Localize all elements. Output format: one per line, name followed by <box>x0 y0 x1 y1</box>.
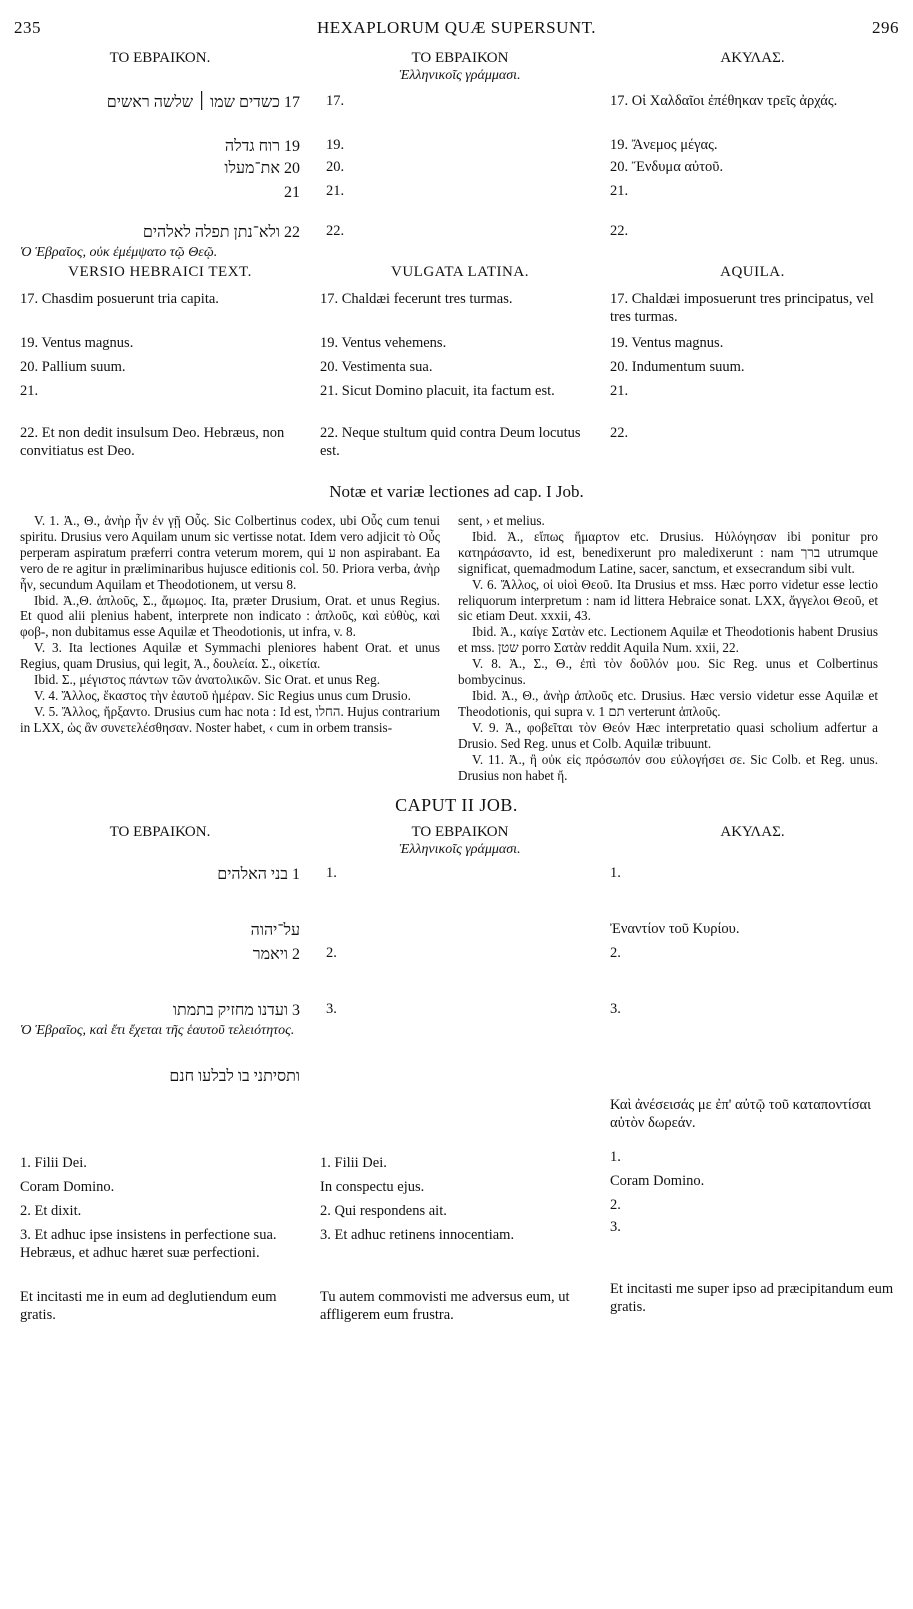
running-head <box>14 18 899 42</box>
transliteration-text: 3. <box>326 1001 337 1017</box>
transliteration-text: 1. <box>326 865 337 881</box>
latin-aquila: 2. <box>610 1197 621 1213</box>
aquila-greek-text: 22. <box>610 223 629 239</box>
hebrew-text: ותסיתני בו לבלעו חנם <box>169 1068 300 1085</box>
hebrew-text: 3 ועדנו מחזיק בתמתו <box>172 1002 300 1019</box>
hebrew-text: 22 ולא־נתן תפלה לאלהים <box>142 224 300 241</box>
transliteration-text: 22. <box>326 223 345 239</box>
latin-aquila: 21. <box>610 383 629 399</box>
notes-block <box>20 513 895 781</box>
latin-vulgate: 20. Vestimenta sua. <box>320 359 433 375</box>
heading-transliteration <box>320 50 600 84</box>
latin-vulgate: Tu autem commovisti me adversus eum, ut affligerem eum frustra. <box>320 1289 570 1323</box>
aquila-greek-text: 21. <box>610 183 629 199</box>
note-paragraph: V. 1. Ἀ., Θ., ἀνὴρ ἦν ἐν γῇ Οὖς. Sic Colbertinus codex, ubi Οὖς cum tenui spiritu. Drusius vero Aquilam unum sic vertisse notat. Idem vero adjicit τὸ Οὖς perperam aspiratum præferri contra veterum morem, qui ע non aspirabant. Ea vero de re agitur in præliminaribus hujusce editionis col. 50. Priora verba, ἀνὴρ ἦν, secundum Aquilam et Theodotionem, ut versu 8. <box>20 513 440 592</box>
latin-aquila: 22. <box>610 425 629 441</box>
latin-vulgate: 19. Ventus vehemens. <box>320 335 447 351</box>
latin-vulgate: In conspectu ejus. <box>320 1179 425 1195</box>
note-paragraph: Ibid. Ἀ., καίγε Σατὰν etc. Lectionem Aquilæ et Theodotionis habent Drusius et mss. שטן porro Σατὰν reddit Aquila Num. xxii, 22. <box>458 624 878 656</box>
heading-transliteration-subtitle: Ἑλληνικοῖς γράμμασι. <box>399 68 521 83</box>
note-paragraph: V. 8. Ἀ., Σ., Θ., ἐπὶ τὸν δοῦλόν μου. Sic Reg. unus et Colbertinus bombycinus. <box>458 656 878 688</box>
note-paragraph: Ibid. Σ., μέγιστος πάντων τῶν ἀνατολικῶν. Sic Orat. et unus Reg. <box>34 672 380 688</box>
latin-vulgate: 22. Neque stultum quid contra Deum locutus est. <box>320 425 581 459</box>
latin-vulgate: 17. Chaldæi fecerunt tres turmas. <box>320 291 513 307</box>
transliteration-text: 21. <box>326 183 345 199</box>
latin-aquila: 3. <box>610 1219 621 1235</box>
hebrew-note: Ὁ Ἑβραῖος, οὐκ ἐμέμψατο τῷ Θεῷ. <box>20 245 218 260</box>
running-title: HEXAPLORUM QUÆ SUPERSUNT. <box>316 18 597 37</box>
heading-aquila: ΑΚΥΛΑΣ. <box>720 824 785 840</box>
heading-transliteration-subtitle: Ἑλληνικοῖς γράμμασι. <box>399 842 521 857</box>
heading-vulgata: VULGATA LATINA. <box>391 264 529 280</box>
transliteration-text: 17. <box>326 93 345 109</box>
chapter-title: CAPUT II JOB. <box>395 795 518 815</box>
latin-aquila: 1. <box>610 1149 621 1165</box>
note-paragraph: V. 3. Ita lectiones Aquilæ et Symmachi pleniores habent Orat. et unus Regius, quam Drusius, qui legit, Ἀ., δουλεία. Σ., οἰκετία. <box>20 640 440 672</box>
hebrew-text: 2 ויאמר <box>252 946 300 963</box>
note-paragraph: V. 9. Ἀ., φοβεῖται τὸν Θεόν Hæc interpretatio quasi scholium adfertur a Drusio. Sed Reg. unus et Colb. Aquilæ tribuunt. <box>458 719 878 751</box>
latin-aquila: 19. Ventus magnus. <box>610 335 724 351</box>
heading-aquila: ΑΚΥΛΑΣ. <box>720 50 785 66</box>
hebrew-text: 20 את־מעלו <box>224 160 300 177</box>
page-number-left: 235 <box>14 18 41 37</box>
latin-vulgate: 21. Sicut Domino placuit, ita factum est. <box>320 383 555 399</box>
heading-transliteration-title: ΤΟ ΕΒΡΑΙΚΟΝ <box>411 824 509 840</box>
latin-hebrew-version: 22. Et non dedit insulsum Deo. Hebræus, non convitiatus est Deo. <box>20 425 285 459</box>
note-paragraph: V. 6. Ἄλλος, οἱ υἱοὶ Θεοῦ. Ita Drusius et mss. Hæc porro videtur esse lectio reliquorum interpretum : nam id littera Hebraice sonat. LXX, ἄγγελοι Θεοῦ, et sic etiam Deut. xxxii, 43. <box>458 576 878 624</box>
hebrew-text: 17 כשדים שמו ׀ שלשה ראשים <box>106 94 300 111</box>
aquila-greek-text: 1. <box>610 865 621 881</box>
transliteration-text: 20. <box>326 159 345 175</box>
aquila-greek-text: Καὶ ἀνέσεισάς με ἐπ' αὐτῷ τοῦ καταποντίσαι αὐτὸν δωρεάν. <box>610 1097 872 1131</box>
latin-hebrew-version: 3. Et adhuc ipse insistens in perfectione sua. Hebræus, et adhuc hæret suæ perfectioni. <box>20 1227 277 1261</box>
notes-title: Notæ et variæ lectiones ad cap. I Job. <box>329 482 584 501</box>
latin-aquila: Coram Domino. <box>610 1173 705 1189</box>
latin-hebrew-version: Coram Domino. <box>20 1179 115 1195</box>
heading-aquila-latin: AQUILA. <box>720 264 785 280</box>
latin-hebrew-version: 17. Chasdim posuerunt tria capita. <box>20 291 219 307</box>
hebrew-text: 21 <box>284 184 300 201</box>
aquila-greek-text: 3. <box>610 1001 621 1017</box>
note-paragraph: V. 4. Ἄλλος, ἕκαστος τὴν ἑαυτοῦ ἡμέραν. Sic Regius unus cum Drusio. <box>34 687 411 703</box>
heading-versio-hebraici: VERSIO HEBRAICI TEXT. <box>68 264 252 280</box>
transliteration-text: 2. <box>326 945 337 961</box>
hebrew-text: על־יהוה <box>250 922 300 939</box>
latin-hebrew-version: 21. <box>20 383 39 399</box>
hebrew-cell <box>20 1000 300 1040</box>
latin-hebrew-version: Et incitasti me in eum ad deglutiendum eum gratis. <box>20 1289 277 1323</box>
aquila-greek-text: 2. <box>610 945 621 961</box>
aquila-greek-text: 17. Οἱ Χαλδαῖοι ἐπέθηκαν τρεῖς ἀρχάς. <box>610 93 838 109</box>
note-paragraph: Ibid. Ἀ., Θ., ἀνὴρ ἁπλοῦς etc. Drusius. Hæc versio videtur esse Aquilæ et Theodotionis, qui supra v. 1 תם verterunt ἁπλοῦς. <box>458 687 878 719</box>
page-number-right: 296 <box>872 18 899 37</box>
heading-transliteration <box>320 824 600 858</box>
note-paragraph: Ibid. Ἀ.,Θ. ἁπλοῦς, Σ., ἄμωμος. Ita, præter Drusium, Orat. et unus Regius. Et quod alii plenius habent, interprete non indicato : ἁπλοῦς, καὶ εὐθὺς, καὶ φοβ-, non dubitamus esse Aquilæ et Theodotionis, ut infra, v. 8. <box>20 592 440 640</box>
note-paragraph: sent, › et melius. <box>458 513 545 528</box>
heading-transliteration-title: ΤΟ ΕΒΡΑΙΚΟΝ <box>411 50 509 66</box>
latin-aquila: 20. Indumentum suum. <box>610 359 745 375</box>
heading-hebrew: ΤΟ ΕΒΡΑΙΚΟΝ. <box>109 50 211 66</box>
latin-hebrew-version: 20. Pallium suum. <box>20 359 126 375</box>
latin-hebrew-version: 1. Filii Dei. <box>20 1155 87 1171</box>
hebrew-note: Ὁ Ἑβραῖος, καὶ ἔτι ἔχεται τῆς ἑαυτοῦ τελειότητος. <box>20 1023 295 1038</box>
latin-aquila: Et incitasti me super ipso ad præcipitandum eum gratis. <box>610 1281 894 1315</box>
note-paragraph: V. 11. Ἀ., ἢ οὐκ εἰς πρόσωπόν σου εὐλογήσει σε. Sic Colb. et Reg. unus. Drusius non habet ἤ. <box>458 751 878 783</box>
aquila-greek-text: 20. Ἔνδυμα αὐτοῦ. <box>610 159 724 175</box>
latin-vulgate: 1. Filii Dei. <box>320 1155 387 1171</box>
notes-right-column <box>458 513 878 783</box>
latin-vulgate: 3. Et adhuc retinens innocentiam. <box>320 1227 515 1243</box>
hebrew-text: 1 בני האלהים <box>217 866 300 883</box>
latin-vulgate: 2. Qui respondens ait. <box>320 1203 447 1219</box>
latin-hebrew-version: 2. Et dixit. <box>20 1203 82 1219</box>
hebrew-text: 19 רוח גדלה <box>224 138 300 155</box>
note-paragraph: V. 5. Ἄλλος, ἤρξαντο. Drusius cum hac nota : Id est, החלו. Hujus contrarium in LXX, ὡς ἂν συνετελέσθησαν. Noster habet, ‹ cum in orbem transis- <box>20 703 440 735</box>
note-paragraph: Ibid. Ἀ., εἴπως ἥμαρτον etc. Drusius. Ηὐλόγησαν ibi ponitur pro κατηράσαντο, id est, benedixerunt pro maledixerunt : nam ברך utrumque significat, quemadmodum Latine, sacer, sanctum, et exsecrandum sibi vult. <box>458 528 878 576</box>
transliteration-text: 19. <box>326 137 345 153</box>
hebrew-cell <box>20 222 300 262</box>
notes-left-column <box>20 513 440 736</box>
aquila-greek-text: 19. Ἄνεμος μέγας. <box>610 137 718 153</box>
latin-hebrew-version: 19. Ventus magnus. <box>20 335 134 351</box>
latin-aquila: 17. Chaldæi imposuerunt tres principatus, vel tres turmas. <box>610 291 874 325</box>
aquila-greek-text: Ἐναντίον τοῦ Κυρίου. <box>610 921 740 937</box>
heading-hebrew: ΤΟ ΕΒΡΑΙΚΟΝ. <box>109 824 211 840</box>
